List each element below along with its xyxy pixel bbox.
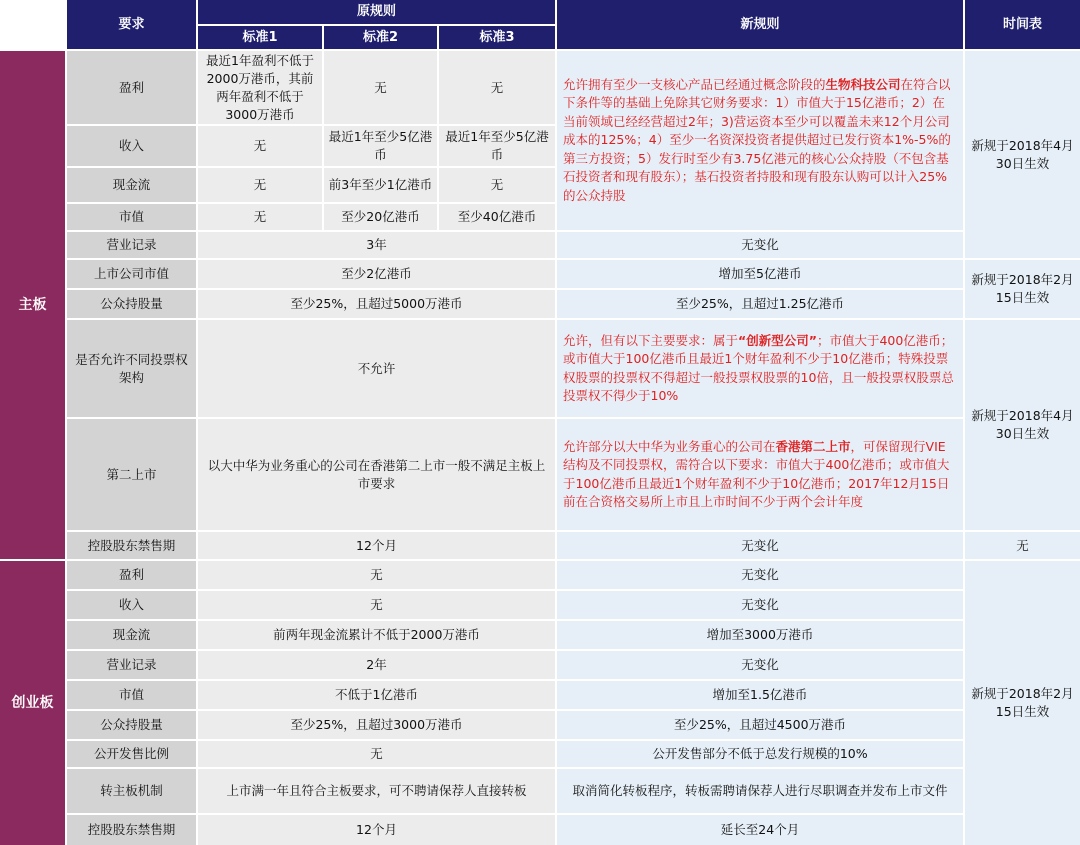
header-requirement: 要求 (67, 0, 196, 49)
wvr-rule-intro: 允许，但有以下主要要求：属于 (563, 332, 739, 348)
gem-public-float-original: 至少25%，且超过3000万港币 (198, 711, 555, 739)
gem-lockup-original: 12个月 (198, 815, 555, 845)
secondary-listing-original: 以大中华为业务重心的公司在香港第二上市一般不满足主板上市要求 (198, 419, 555, 530)
hk-secondary-listing-highlight: 香港第二上市 (775, 438, 851, 454)
listed-market-cap-original: 至少2亿港币 (198, 260, 555, 288)
gem-profit-new: 无变化 (557, 561, 963, 589)
market-cap-standard-2: 至少20亿港币 (324, 204, 437, 230)
market-cap-standard-1: 无 (198, 204, 322, 230)
row-label-public-float: 公众持股量 (67, 290, 196, 318)
gem-row-label-track-record: 营业记录 (67, 651, 196, 679)
gem-revenue-original: 无 (198, 591, 555, 619)
row-label-lockup-main: 控股股东禁售期 (67, 532, 196, 559)
timeline-apr-30-wvr: 新规于2018年4月30日生效 (965, 320, 1080, 530)
timeline-feb-15-gem: 新规于2018年2月15日生效 (965, 561, 1080, 845)
gem-public-offering-ratio-new: 公开发售部分不低于总发行规模的10% (557, 741, 963, 767)
gem-market-cap-original: 不低于1亿港币 (198, 681, 555, 709)
track-record-original: 3年 (198, 232, 555, 258)
header-standard-1: 标准1 (198, 26, 322, 49)
gem-public-float-new: 至少25%，且超过4500万港币 (557, 711, 963, 739)
header-new-rules: 新规则 (557, 0, 963, 49)
cashflow-standard-2: 前3年至少1亿港币 (324, 168, 437, 202)
header-original-rules: 原规则 (198, 0, 555, 24)
gem-profit-original: 无 (198, 561, 555, 589)
main-board-label: 主板 (0, 51, 65, 559)
row-label-track-record: 营业记录 (67, 232, 196, 258)
gem-row-label-transfer-to-main-board: 转主板机制 (67, 769, 196, 813)
secondary-listing-new-rule (557, 419, 963, 530)
timeline-feb-15-main: 新规于2018年2月15日生效 (965, 260, 1080, 318)
row-label-secondary-listing: 第二上市 (67, 419, 196, 530)
listed-market-cap-new: 增加至5亿港币 (557, 260, 963, 288)
header-timeline: 时间表 (965, 0, 1080, 49)
wvr-original: 不允许 (198, 320, 555, 417)
cashflow-standard-1: 无 (198, 168, 322, 202)
gem-transfer-to-main-board-new: 取消简化转板程序，转板需聘请保荐人进行尽职调查并发布上市文件 (557, 769, 963, 813)
row-label-market-cap: 市值 (67, 204, 196, 230)
market-cap-standard-3: 至少40亿港币 (439, 204, 555, 230)
gem-track-record-original: 2年 (198, 651, 555, 679)
biotech-new-rule (557, 51, 963, 230)
gem-cashflow-new: 增加至3000万港币 (557, 621, 963, 649)
biotech-rule-intro: 允许拥有至少一支核心产品已经通过概念阶段的 (563, 76, 826, 92)
row-label-profit: 盈利 (67, 51, 196, 124)
row-label-cashflow: 现金流 (67, 168, 196, 202)
profit-standard-3: 无 (439, 51, 555, 124)
row-label-listed-market-cap: 上市公司市值 (67, 260, 196, 288)
track-record-new: 无变化 (557, 232, 963, 258)
gem-row-label-public-offering-ratio: 公开发售比例 (67, 741, 196, 767)
wvr-rule-conditions: ；市值大于400亿港币；或市值大于100亿港币且最近1个财年盈利不少于10亿港币；特殊投票权股票的投票权不得超过一般投票权股票的10倍，且一般投票权股票总投票权不得少于10% (563, 332, 954, 403)
secondary-rule-conditions: ，可保留现行VIE结构及不同投票权，需符合以下要求：市值大于400亿港币；或市值大于100亿港币且最近1个财年盈利不少于10亿港币；2017年12月15日前在合资格交易所上市且上市时间不少于两个会计年度 (563, 438, 950, 509)
revenue-standard-3: 最近1年至少5亿港币 (439, 126, 555, 166)
header-standard-2: 标准2 (324, 26, 437, 49)
gem-row-label-lockup: 控股股东禁售期 (67, 815, 196, 845)
gem-board-label: 创业板 (0, 561, 65, 845)
gem-lockup-new: 延长至24个月 (557, 815, 963, 845)
gem-row-label-profit: 盈利 (67, 561, 196, 589)
public-float-new: 至少25%，且超过1.25亿港币 (557, 290, 963, 318)
row-label-revenue: 收入 (67, 126, 196, 166)
lockup-main-original: 12个月 (198, 532, 555, 559)
public-float-original: 至少25%，且超过5000万港币 (198, 290, 555, 318)
gem-public-offering-ratio-original: 无 (198, 741, 555, 767)
biotech-company-highlight: 生物科技公司 (825, 76, 901, 92)
header-standard-3: 标准3 (439, 26, 555, 49)
gem-transfer-to-main-board-original: 上市满一年且符合主板要求，可不聘请保荐人直接转板 (198, 769, 555, 813)
wvr-new-rule (557, 320, 963, 417)
revenue-standard-2: 最近1年至少5亿港币 (324, 126, 437, 166)
secondary-rule-intro: 允许部分以大中华为业务重心的公司在 (563, 438, 776, 454)
gem-row-label-cashflow: 现金流 (67, 621, 196, 649)
revenue-standard-1: 无 (198, 126, 322, 166)
lockup-main-new: 无变化 (557, 532, 963, 559)
gem-market-cap-new: 增加至1.5亿港币 (557, 681, 963, 709)
timeline-apr-30-biotech: 新规于2018年4月30日生效 (965, 51, 1080, 258)
lockup-main-timeline: 无 (965, 532, 1080, 559)
gem-cashflow-original: 前两年现金流累计不低于2000万港币 (198, 621, 555, 649)
cashflow-standard-3: 无 (439, 168, 555, 202)
biotech-rule-conditions: 在符合以下条件等的基础上免除其它财务要求：1）市值大于15亿港币；2）在当前领域已经经营超过2年；3)营运资本至少可以覆盖未来12个月公司成本的125%；4）至少一名资深投资者提供超过已发行资本1%-5%的第三方投资；5）发行时至少有3.75亿港元的核心公众持股（不包含基石投资者和现有股东）；基石投资者持股和现有股东认购可以计入25%的公众持股 (563, 76, 951, 203)
gem-row-label-revenue: 收入 (67, 591, 196, 619)
gem-row-label-market-cap: 市值 (67, 681, 196, 709)
profit-standard-1: 最近1年盈利不低于2000万港币，其前两年盈利不低于3000万港币 (198, 51, 322, 124)
gem-track-record-new: 无变化 (557, 651, 963, 679)
gem-revenue-new: 无变化 (557, 591, 963, 619)
gem-row-label-public-float: 公众持股量 (67, 711, 196, 739)
row-label-weighted-voting-rights: 是否允许不同投票权架构 (67, 320, 196, 417)
profit-standard-2: 无 (324, 51, 437, 124)
innovative-company-highlight: “创新型公司” (738, 332, 817, 348)
